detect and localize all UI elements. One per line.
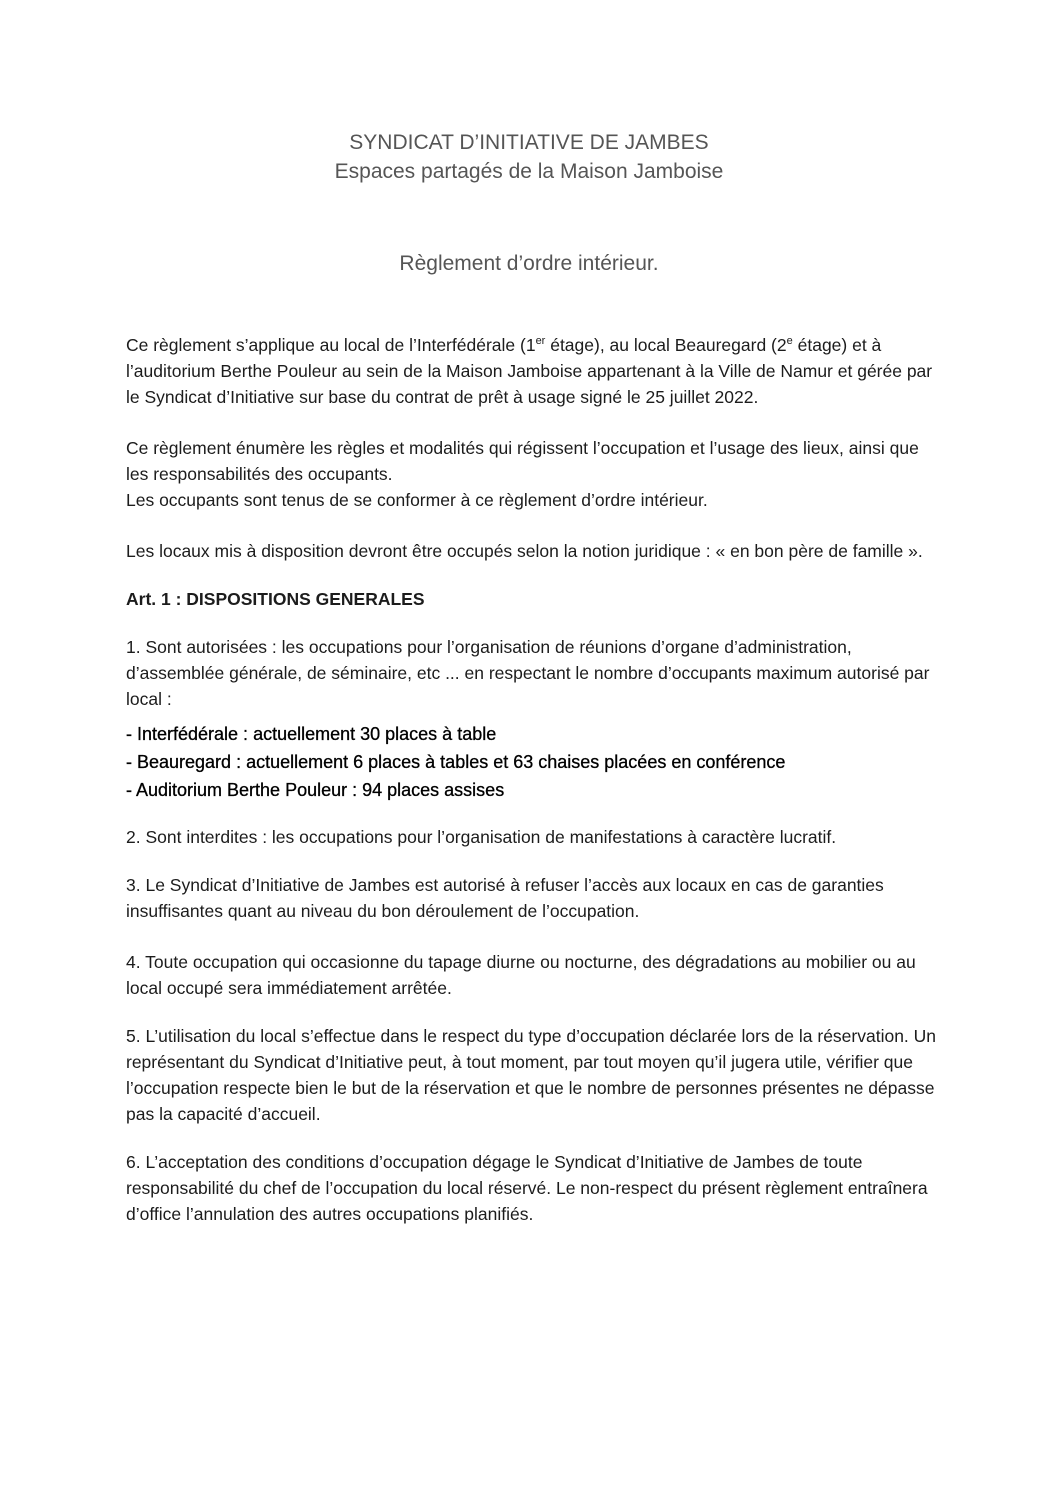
document-body <box>126 332 941 1227</box>
article-1-item-3: 3. Le Syndicat d’Initiative de Jambes est autorisé à refuser l’accès aux locaux en cas de garanties insuffisantes quant au niveau du bon déroulement de l’occupation. <box>126 875 884 921</box>
intro-paragraph-1 <box>126 332 941 410</box>
intro-paragraph-3: Les locaux mis à disposition devront être occupés selon la notion juridique : « en bon père de famille ». <box>126 541 923 561</box>
document-organization-title: SYNDICAT D’INITIATIVE DE JAMBES <box>349 131 709 154</box>
article-1-item-1: 1. Sont autorisées : les occupations pour l’organisation de réunions d’organe d’administration, d’assemblée générale, de séminaire, etc ... en respectant le nombre d’occupants maximum autorisé par local : <box>126 637 930 709</box>
document-title: Règlement d’ordre intérieur. <box>399 252 659 275</box>
document-subtitle: Espaces partagés de la Maison Jamboise <box>334 160 724 183</box>
intro-p1-part-c: étage) et à l’auditorium Berthe Pouleur au sein de la Maison Jamboise appartenant à la Ville de Namur et gérée par le Syndicat d’Initiative sur base du contrat de prêt à usage signé le 25 juillet 2022. <box>126 335 933 407</box>
capacity-item-interfederale: - Interfédérale : actuellement 30 places à table <box>126 724 497 744</box>
ordinal-superscript: e <box>786 335 793 347</box>
capacity-item-beauregard: - Beauregard : actuellement 6 places à tables et 63 chaises placées en conférence <box>126 752 786 772</box>
capacity-list <box>126 720 941 804</box>
article-1-heading: Art. 1 : DISPOSITIONS GENERALES <box>126 589 425 609</box>
intro-p1-part-a: Ce règlement s’applique au local de l’Interfédérale (1 <box>126 335 536 355</box>
intro-paragraph-2-line-2: Les occupants sont tenus de se conformer à ce règlement d’ordre intérieur. <box>126 490 708 510</box>
ordinal-superscript: er <box>535 335 546 347</box>
article-1-item-2: 2. Sont interdites : les occupations pour l’organisation de manifestations à caractère lucratif. <box>126 827 837 847</box>
capacity-item-auditorium: - Auditorium Berthe Pouleur : 94 places assises <box>126 780 505 800</box>
article-1-item-6: 6. L’acceptation des conditions d’occupation dégage le Syndicat d’Initiative de Jambes de toute responsabilité du chef de l’occupation du local réservé. Le non-respect du présent règlement entraînera d’office l’annulation des autres occupations planifiés. <box>126 1152 928 1224</box>
intro-p1-part-b: étage), au local Beauregard (2 <box>545 335 787 355</box>
intro-paragraph-2: Ce règlement énumère les règles et modalités qui régissent l’occupation et l’usage des lieux, ainsi que les responsabilités des occupants. <box>126 438 919 484</box>
article-1-item-4: 4. Toute occupation qui occasionne du tapage diurne ou nocturne, des dégradations au mobilier ou au local occupé sera immédiatement arrêtée. <box>126 952 916 998</box>
article-1-item-5: 5. L’utilisation du local s’effectue dans le respect du type d’occupation déclarée lors de la réservation. Un représentant du Syndicat d’Initiative peut, à tout moment, par tout moyen qu’il jugera utile, vérifier que l’occupation respecte bien le but de la réservation et que le nombre de personnes présentes ne dépasse pas la capacité d’accueil. <box>126 1026 937 1124</box>
